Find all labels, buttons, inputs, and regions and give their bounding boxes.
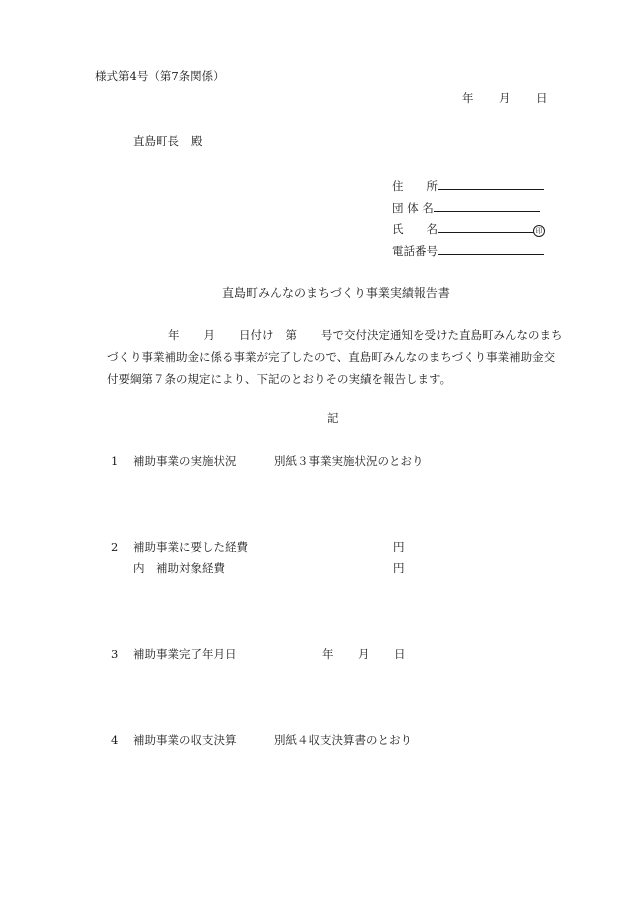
completion-day-input[interactable]: 日 [394, 647, 406, 661]
item-2-number: 2 [111, 540, 119, 554]
completion-month-input[interactable]: 月 [358, 647, 370, 661]
addressee-honorific: 殿 [191, 134, 203, 148]
phone-label: 電話番号 [392, 244, 438, 258]
address-label: 住 所 [392, 179, 438, 193]
item-1-value: 別紙３事業実施状況のとおり [274, 454, 424, 468]
phone-field[interactable] [438, 243, 544, 255]
document-title: 直島町みんなのまちづくり事業実績報告書 [222, 286, 450, 300]
notice-month-input[interactable]: 月 [203, 328, 215, 342]
item-1-label: 補助事業の実施状況 [133, 454, 237, 468]
item-4-label: 補助事業の収支決算 [133, 733, 237, 747]
item-3-number: 3 [111, 647, 119, 661]
body-line-1 [107, 324, 585, 346]
seal-icon: 印 [533, 225, 545, 237]
item-1-number: 1 [111, 454, 119, 468]
address-field[interactable] [438, 178, 544, 190]
notice-year-input[interactable]: 年 [168, 328, 180, 342]
item-4-number: 4 [111, 733, 119, 747]
form-label: 様式第4号（第7条関係） [95, 69, 225, 83]
addressee-name: 直島町長 [133, 134, 179, 148]
notice-number-prefix: 第 [285, 328, 297, 342]
item-3-label: 補助事業完了年月日 [133, 647, 237, 661]
applicant-name-row [392, 221, 556, 237]
completion-year-input[interactable]: 年 [322, 647, 334, 661]
report-date-month-input[interactable]: 月 [499, 91, 511, 105]
notice-day-suffix: 日付け [239, 328, 274, 342]
report-date [462, 93, 474, 105]
item-2-unit: 円 [393, 540, 405, 554]
item-2-sub-label: 内 補助対象経費 [133, 561, 225, 575]
report-date-year-input[interactable]: 年 [462, 91, 474, 105]
body-line-2: づくり事業補助金に係る事業が完了したので、直島町みんなのまちづくり事業補助金交 [107, 350, 556, 364]
body-line-3: 付要綱第７条の規定により、下記のとおりその実績を報告します。 [107, 372, 452, 386]
group-name-field[interactable] [434, 200, 540, 212]
ki-heading: 記 [327, 411, 339, 425]
item-2-label: 補助事業に要した経費 [133, 540, 248, 554]
group-name-label: 団 体 名 [392, 201, 434, 215]
addressee [133, 136, 203, 148]
applicant-address-row [392, 178, 544, 193]
body-line-1-text: 号で交付決定通知を受けた直島町みんなのまち [321, 328, 563, 342]
item-2-sub-unit: 円 [393, 561, 405, 575]
report-date-day-input[interactable]: 日 [536, 91, 548, 105]
name-label: 氏 名 [392, 222, 438, 236]
name-field[interactable] [438, 221, 544, 233]
item-4-value: 別紙４収支決算書のとおり [274, 733, 412, 747]
report-body [107, 324, 585, 390]
applicant-phone-row [392, 243, 544, 258]
applicant-group-row [392, 200, 540, 215]
